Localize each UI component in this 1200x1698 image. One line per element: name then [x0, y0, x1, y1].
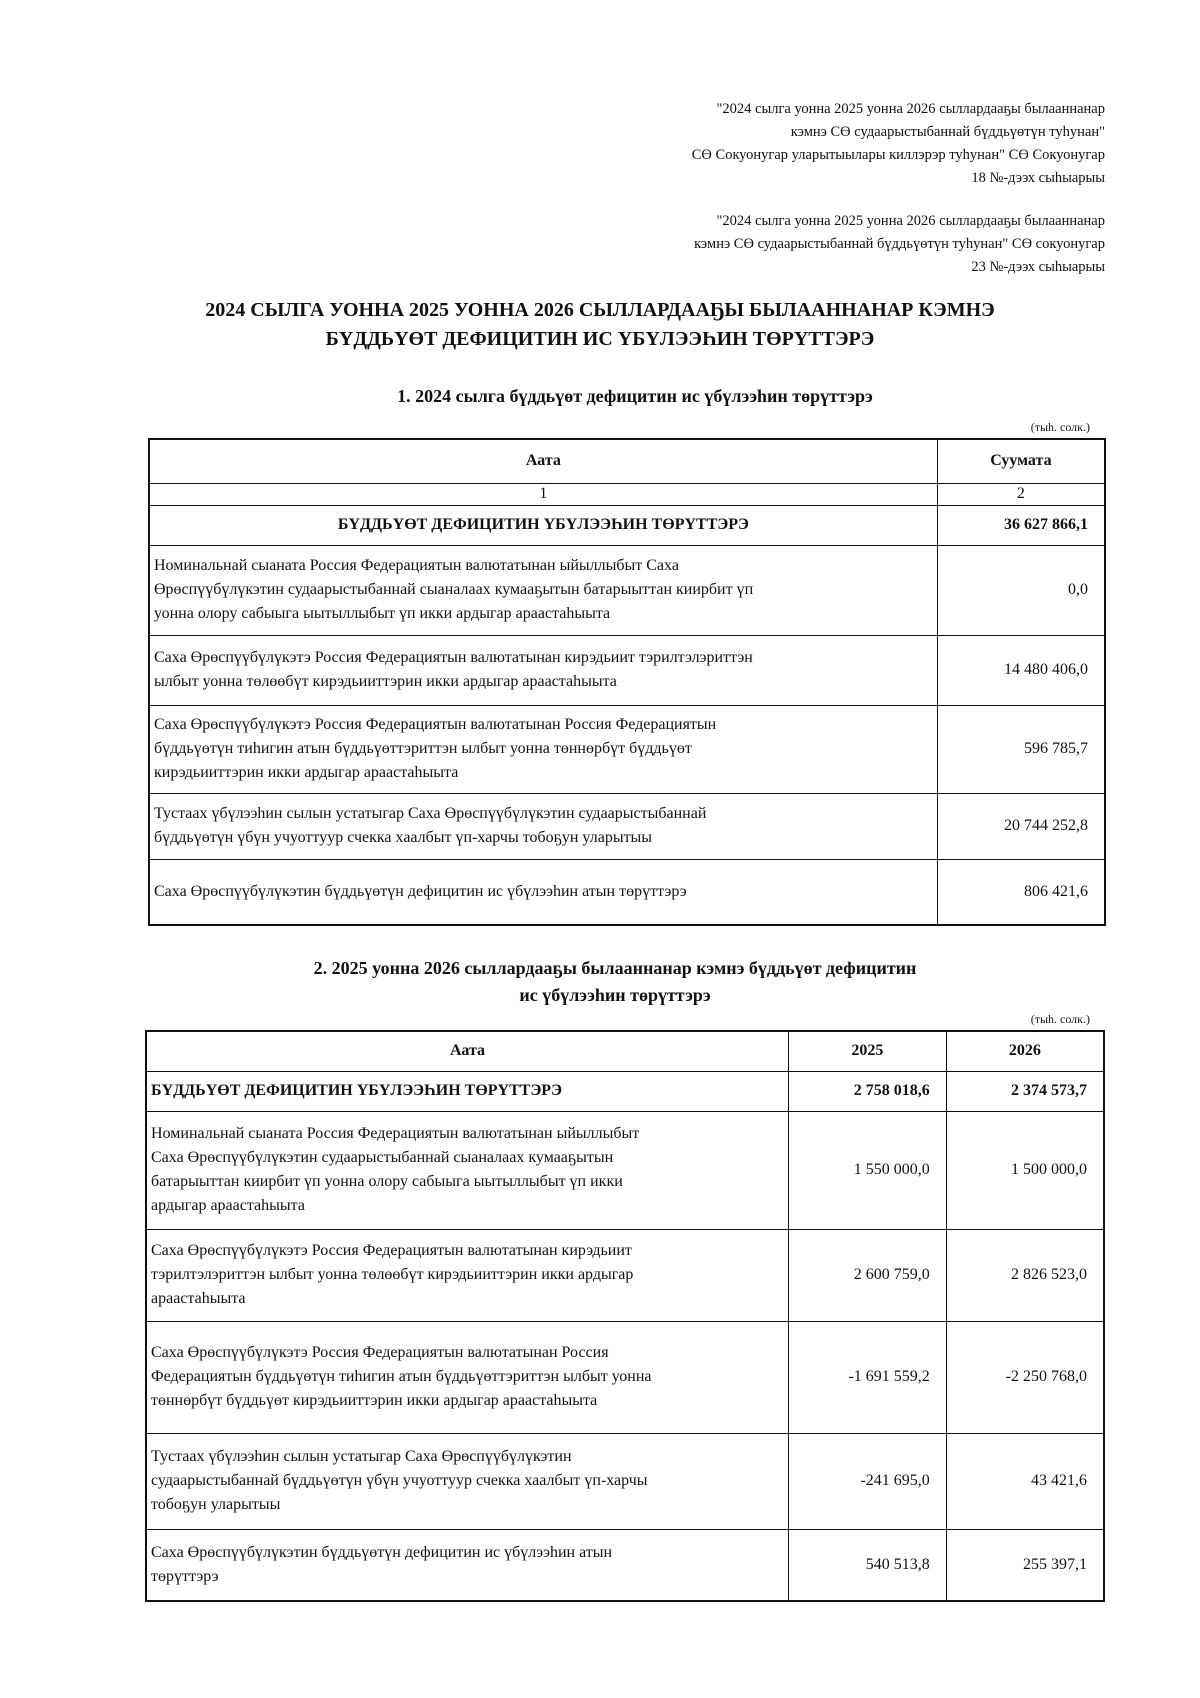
row-value: 806 421,6 [937, 859, 1105, 925]
column-number: 1 [149, 483, 937, 505]
table-row [146, 1111, 1104, 1229]
table-row [146, 1229, 1104, 1321]
row-value: 20 744 252,8 [937, 793, 1105, 859]
section-2-title: 2. 2025 уонна 2026 сыллардааҕы былааннанар кэмнэ бүддьүөт дефицитин ис үбүлээһин төрүттэрэ [313, 958, 917, 1005]
header-2025: 2025 [789, 1031, 947, 1071]
total-label: БҮДДЬҮӨТ ДЕФИЦИТИН ҮБҮЛЭЭҺИН ТӨРҮТТЭРЭ [149, 505, 937, 545]
total-label: БҮДДЬҮӨТ ДЕФИЦИТИН ҮБҮЛЭЭҺИН ТӨРҮТТЭРЭ [146, 1071, 789, 1111]
header-2026: 2026 [946, 1031, 1104, 1071]
header-name: Аата [149, 439, 937, 483]
row-label: Саха Өрөспүүбүлүкэтин бүддьүөтүн дефицитин ис үбүлээһин атын төрүттэрэ [149, 859, 937, 925]
document-title [0, 296, 1200, 354]
table-row [149, 545, 1105, 635]
row-label: Саха Өрөспүүбүлүкэтэ Россия Федерациятын валютатынан Россия Федерациятын бүддьүөтүн тиһигин атын бүддьүөттэриттэн ылбыт уонна төннөрбүт бүддьүөт кирэдьииттэрин икки ардыгар араастаһыыта [146, 1321, 789, 1433]
total-value-2025: 2 758 018,6 [789, 1071, 947, 1111]
row-value-2026: 43 421,6 [946, 1433, 1104, 1529]
row-value-2025: -1 691 559,2 [789, 1321, 947, 1433]
table-row [149, 705, 1105, 793]
table-row [146, 1321, 1104, 1433]
row-label: Саха Өрөспүүбүлүкэтэ Россия Федерациятын валютатынан Россия Федерациятын бүддьүөтүн тиһигин атын бүддьүөттэриттэн ылбыт уонна төннөрбүт бүддьүөт кирэдьииттэрин икки ардыгар араастаһыыта [149, 705, 937, 793]
title-line: 2024 СЫЛГА УОННА 2025 УОННА 2026 СЫЛЛАРДААҔЫ БЫЛААННАНАР КЭМНЭ [205, 299, 995, 321]
row-label: Саха Өрөспүүбүлүкэтэ Россия Федерациятын валютатынан кирэдьиит тэрилтэлэриттэн ылбыт уонна төлөөбүт кирэдьииттэрин икки ардыгар араастаһыыта [146, 1229, 789, 1321]
row-value-2025: 2 600 759,0 [789, 1229, 947, 1321]
row-value-2025: -241 695,0 [789, 1433, 947, 1529]
table-2024 [148, 438, 1106, 926]
total-row [149, 505, 1105, 545]
row-label: Тустаах үбүлээһин сылын устатыгар Саха Өрөспүүбүлүкэтин судаарыстыбаннай бүддьүөтүн үбүн учуоттуур счекка хаалбыт үп-харчы тобоҕун уларытыы [149, 793, 937, 859]
unit-label: (тыһ. солк.) [1030, 420, 1090, 434]
total-row [146, 1071, 1104, 1111]
row-value-2026: 1 500 000,0 [946, 1111, 1104, 1229]
header-sum: Суумата [937, 439, 1105, 483]
table-2025-2026 [145, 1030, 1105, 1602]
table-header-row [149, 439, 1105, 483]
table-header-row [146, 1031, 1104, 1071]
row-value-2025: 1 550 000,0 [789, 1111, 947, 1229]
table-row [149, 793, 1105, 859]
column-number-row [149, 483, 1105, 505]
appendix-note-1 [692, 98, 1105, 190]
row-label: Тустаах үбүлээһин сылын устатыгар Саха Өрөспүүбүлүкэтин судаарыстыбаннай бүддьүөтүн үбүн учуоттуур счекка хаалбыт үп-харчы тобоҕун уларытыы [146, 1433, 789, 1529]
row-value: 596 785,7 [937, 705, 1105, 793]
row-value: 0,0 [937, 545, 1105, 635]
note-line: "2024 сылга уонна 2025 уонна 2026 сыллардааҕы былааннанар [716, 213, 1105, 229]
header-name: Аата [146, 1031, 789, 1071]
note-line: 18 №-дээх сыһыарыы [971, 170, 1105, 186]
table-row [149, 859, 1105, 925]
row-label: Номинальнай сыаната Россия Федерациятын валютатынан ыйыллыбыт Саха Өрөспүүбүлүкэтин судаарыстыбаннай сыаналаах кумааҕытын батарыыттан киирбит үп уонна олору сабыыга ыытыллыбыт үп икки ардыгар араастаһыыта [149, 545, 937, 635]
table-row [146, 1433, 1104, 1529]
row-value-2026: 2 826 523,0 [946, 1229, 1104, 1321]
unit-label: (тыһ. солк.) [1030, 1012, 1090, 1026]
row-value-2026: -2 250 768,0 [946, 1321, 1104, 1433]
table-row [149, 635, 1105, 705]
row-label: Номинальнай сыаната Россия Федерациятын валютатынан ыйыллыбыт Саха Өрөспүүбүлүкэтин судаарыстыбаннай сыаналаах кумааҕытын батарыыттан киирбит үп уонна олору сабыыга ыытыллыбыт үп икки ардыгар араастаһыыта [146, 1111, 789, 1229]
row-label: Саха Өрөспүүбүлүкэтэ Россия Федерациятын валютатынан кирэдьиит тэрилтэлэриттэн ылбыт уонна төлөөбүт кирэдьииттэрин икки ардыгар араастаһыыта [149, 635, 937, 705]
row-value: 14 480 406,0 [937, 635, 1105, 705]
note-line: кэмнэ СӨ судаарыстыбаннай бүддьүөтүн туһунан" [790, 124, 1105, 140]
column-number: 2 [937, 483, 1105, 505]
note-line: 23 №-дээх сыһыарыы [971, 259, 1105, 275]
row-label: Саха Өрөспүүбүлүкэтин бүддьүөтүн дефицитин ис үбүлээһин атын төрүттэрэ [146, 1529, 789, 1601]
total-value-2026: 2 374 573,7 [946, 1071, 1104, 1111]
note-line: СӨ Сокуонугар уларытыылары киллэрэр туһунан" СӨ Сокуонугар [691, 147, 1105, 163]
note-line: "2024 сылга уонна 2025 уонна 2026 сыллардааҕы былааннанар [716, 101, 1105, 117]
title-line: БҮДДЬҮӨТ ДЕФИЦИТИН ИС ҮБҮЛЭЭҺИН ТӨРҮТТЭРЭ [325, 328, 875, 350]
table-row [146, 1529, 1104, 1601]
note-line: кэмнэ СӨ судаарыстыбаннай бүддьүөтүн туһунан" СӨ сокуонугар [694, 236, 1105, 252]
row-value-2026: 255 397,1 [946, 1529, 1104, 1601]
total-value: 36 627 866,1 [937, 505, 1105, 545]
section-1-title: 1. 2024 сылга бүддьүөт дефицитин ис үбүлээһин төрүттэрэ [397, 386, 873, 406]
row-value-2025: 540 513,8 [789, 1529, 947, 1601]
appendix-note-2 [694, 210, 1105, 279]
